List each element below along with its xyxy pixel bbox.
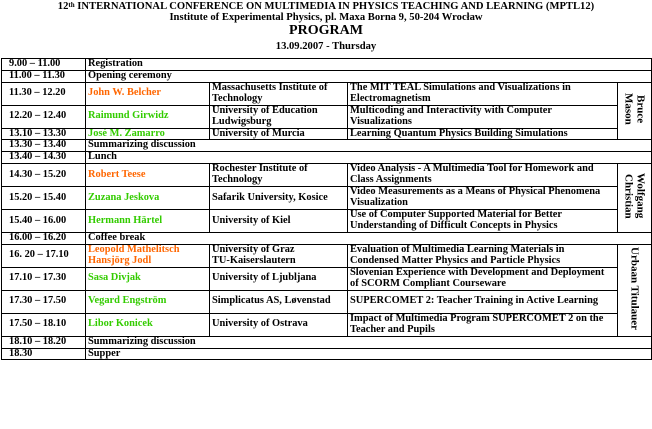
table-row	[2, 209, 652, 232]
speaker-name: José M. Zamarro	[86, 128, 210, 140]
table-row	[2, 186, 652, 209]
event-cell: Supper	[86, 348, 652, 360]
speaker-name: Zuzana Jeskova	[86, 186, 210, 209]
speaker-affiliation: University of Ljubljana	[210, 267, 348, 290]
speaker-name: John W. Belcher	[86, 82, 210, 105]
session-chair: Urbaan Titulauer	[618, 244, 652, 336]
event-cell: Lunch	[86, 152, 652, 164]
speaker-affiliation: Rochester Institute of Technology	[210, 163, 348, 186]
table-row	[2, 140, 652, 152]
event-cell: Registration	[86, 59, 652, 71]
table-row	[2, 244, 652, 267]
speaker-name: Hermann Härtel	[86, 209, 210, 232]
time-cell: 13.30 – 13.40	[2, 140, 86, 152]
time-cell: 16. 20 – 17.10	[2, 244, 86, 267]
time-cell: 17.10 – 17.30	[2, 267, 86, 290]
program-title: PROGRAM	[289, 23, 363, 38]
table-row	[2, 232, 652, 244]
speaker-name-2: Hansjörg Jodl	[88, 254, 152, 266]
table-row	[2, 128, 652, 140]
talk-title: Impact of Multimedia Program SUPERCOMET 2 on the Teacher and Pupils	[348, 313, 618, 336]
talk-title: Slovenian Experience with Development and Deployment of SCORM Compliant Courseware	[348, 267, 618, 290]
time-cell: 11.30 – 12.20	[2, 82, 86, 105]
time-cell: 11.00 – 11.30	[2, 70, 86, 82]
talk-title: Learning Quantum Physics Building Simulations	[348, 128, 618, 140]
speaker-affiliation: Simplicatus AS, Løvenstad	[210, 290, 348, 313]
talk-title: Video Measurements as a Means of Physical Phenomena Visualization	[348, 186, 618, 209]
event-cell: Opening ceremony	[86, 70, 652, 82]
speaker-name: Sasa Divjak	[86, 267, 210, 290]
time-cell: 18.10 – 18.20	[2, 336, 86, 348]
talk-title: The MIT TEAL Simulations and Visualizations in Electromagnetism	[348, 82, 618, 105]
table-row	[2, 70, 652, 82]
time-cell: 14.30 – 15.20	[2, 163, 86, 186]
conference-title: 12th INTERNATIONAL CONFERENCE ON MULTIMEDIA IN PHYSICS TEACHING AND LEARNING (MPTL12)	[57, 1, 595, 12]
table-row	[2, 105, 652, 128]
program-date: 13.09.2007 - Thursday	[275, 41, 377, 52]
schedule-table	[1, 58, 652, 360]
session-chair: Wolfgang Christian	[618, 163, 652, 232]
time-cell: 13.40 – 14.30	[2, 152, 86, 164]
speaker-affiliation: University of Murcia	[210, 128, 348, 140]
talk-title: Use of Computer Supported Material for Better Understanding of Difficult Concepts in Physics	[348, 209, 618, 232]
table-row	[2, 82, 652, 105]
time-cell: 17.30 – 17.50	[2, 290, 86, 313]
speaker-affiliation	[210, 244, 348, 267]
time-cell: 17.50 – 18.10	[2, 313, 86, 336]
time-cell: 12.20 – 12.40	[2, 105, 86, 128]
table-row	[2, 348, 652, 360]
speaker-name	[86, 244, 210, 267]
speaker-affiliation: Safarik University, Kosice	[210, 186, 348, 209]
talk-title: Video Analysis - A Multimedia Tool for Homework and Class Assignments	[348, 163, 618, 186]
time-cell: 18.30	[2, 348, 86, 360]
speaker-name-1: Leopold Mathelitsch	[88, 244, 180, 255]
event-cell: Summarizing discussion	[86, 140, 652, 152]
affiliation-1: University of Graz	[212, 244, 295, 255]
speaker-name: Vegard Engström	[86, 290, 210, 313]
table-row	[2, 267, 652, 290]
speaker-affiliation: University of Ostrava	[210, 313, 348, 336]
table-row	[2, 336, 652, 348]
session-chair: Bruce Mason	[618, 82, 652, 140]
table-row	[2, 59, 652, 71]
talk-title: SUPERCOMET 2: Teacher Training in Active Learning	[348, 290, 618, 313]
speaker-affiliation: Massachusetts Institute of Technology	[210, 82, 348, 105]
speaker-affiliation: University of Kiel	[210, 209, 348, 232]
time-cell: 13.10 – 13.30	[2, 128, 86, 140]
speaker-name: Raimund Girwidz	[86, 105, 210, 128]
speaker-affiliation: University of Education Ludwigsburg	[210, 105, 348, 128]
speaker-name: Robert Teese	[86, 163, 210, 186]
event-cell: Summarizing discussion	[86, 336, 652, 348]
time-cell: 9.00 – 11.00	[2, 59, 86, 71]
time-cell: 15.40 – 16.00	[2, 209, 86, 232]
speaker-name: Libor Konicek	[86, 313, 210, 336]
event-cell: Coffee break	[86, 232, 652, 244]
table-row	[2, 163, 652, 186]
institute-address: Institute of Experimental Physics, pl. Maxa Borna 9, 50-204 Wrocław	[169, 12, 483, 23]
affiliation-2: TU-Kaiserslautern	[212, 254, 296, 266]
talk-title: Evaluation of Multimedia Learning Materials in Condensed Matter Physics and Particle Physics	[348, 244, 618, 267]
table-row	[2, 290, 652, 313]
table-row	[2, 152, 652, 164]
time-cell: 16.00 – 16.20	[2, 232, 86, 244]
talk-title: Multicoding and Interactivity with Computer Visualizations	[348, 105, 618, 128]
time-cell: 15.20 – 15.40	[2, 186, 86, 209]
table-row	[2, 313, 652, 336]
